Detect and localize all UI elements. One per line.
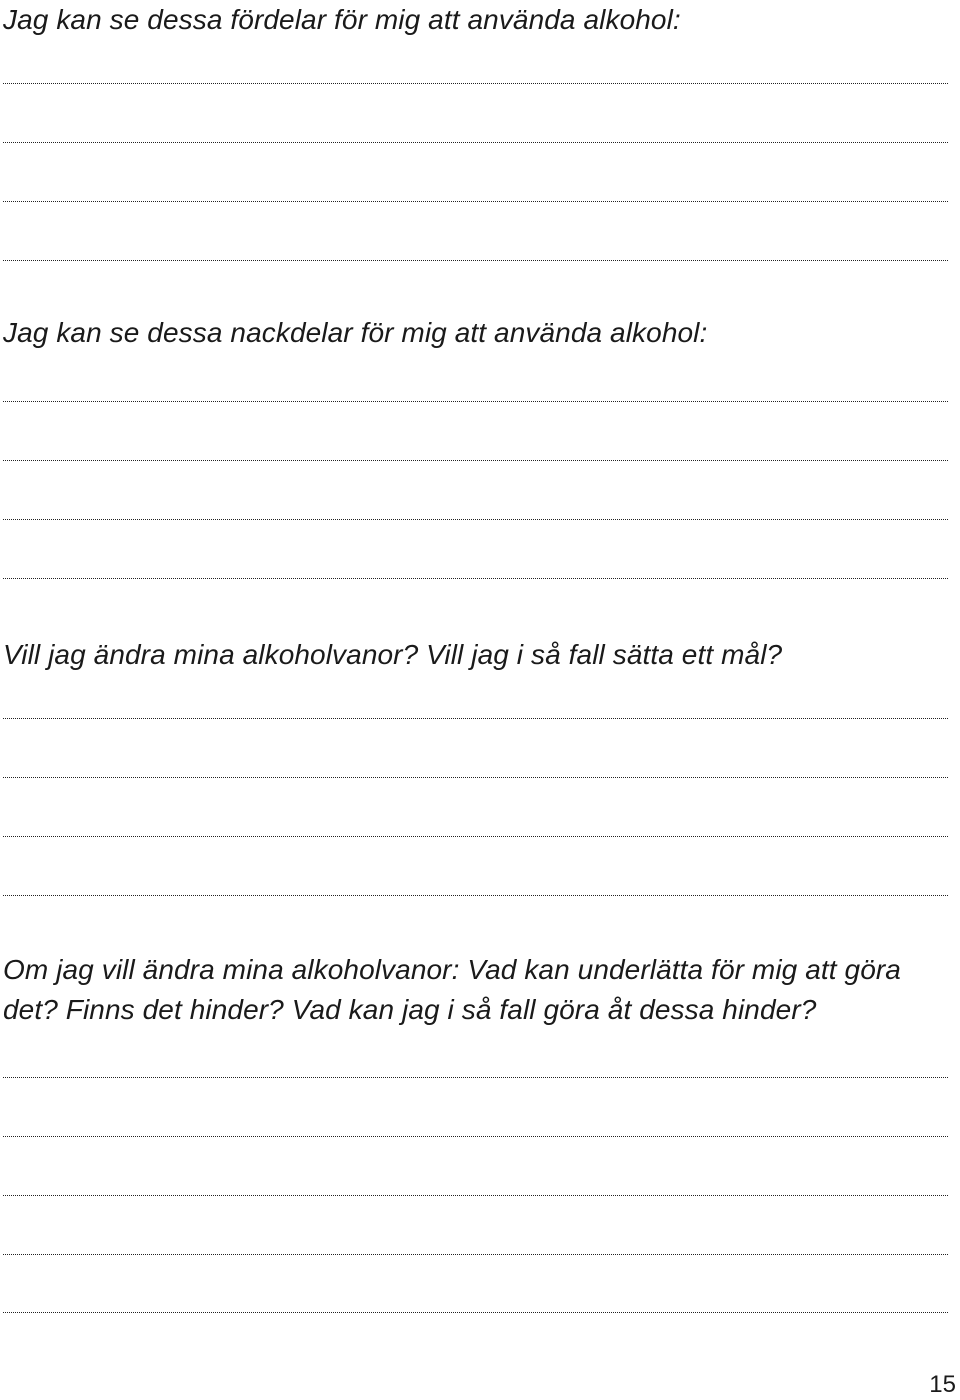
answer-line[interactable] xyxy=(3,1195,948,1196)
answer-line[interactable] xyxy=(3,1136,948,1137)
question-obstacles: Om jag vill ändra mina alkoholvanor: Vad kan underlätta för mig att göra det? Finns det hinder? Vad kan jag i så fall göra åt dessa hinder? xyxy=(3,954,901,1025)
question-benefits: Jag kan se dessa fördelar för mig att använda alkohol: xyxy=(3,4,681,35)
answer-line[interactable] xyxy=(3,401,948,402)
answer-line[interactable] xyxy=(3,1077,948,1078)
answer-line[interactable] xyxy=(3,777,948,778)
answer-line[interactable] xyxy=(3,718,948,719)
answer-line[interactable] xyxy=(3,201,948,202)
answer-line[interactable] xyxy=(3,260,948,261)
answer-line[interactable] xyxy=(3,895,948,896)
answer-line[interactable] xyxy=(3,83,948,84)
answer-line[interactable] xyxy=(3,519,948,520)
question-change-goal: Vill jag ändra mina alkoholvanor? Vill jag i så fall sätta ett mål? xyxy=(3,639,783,670)
page-number: 15 xyxy=(929,1371,956,1398)
question-drawbacks: Jag kan se dessa nackdelar för mig att använda alkohol: xyxy=(3,317,708,348)
answer-line[interactable] xyxy=(3,836,948,837)
answer-line[interactable] xyxy=(3,1312,948,1313)
answer-line[interactable] xyxy=(3,578,948,579)
answer-line[interactable] xyxy=(3,460,948,461)
answer-line[interactable] xyxy=(3,142,948,143)
answer-line[interactable] xyxy=(3,1254,948,1255)
